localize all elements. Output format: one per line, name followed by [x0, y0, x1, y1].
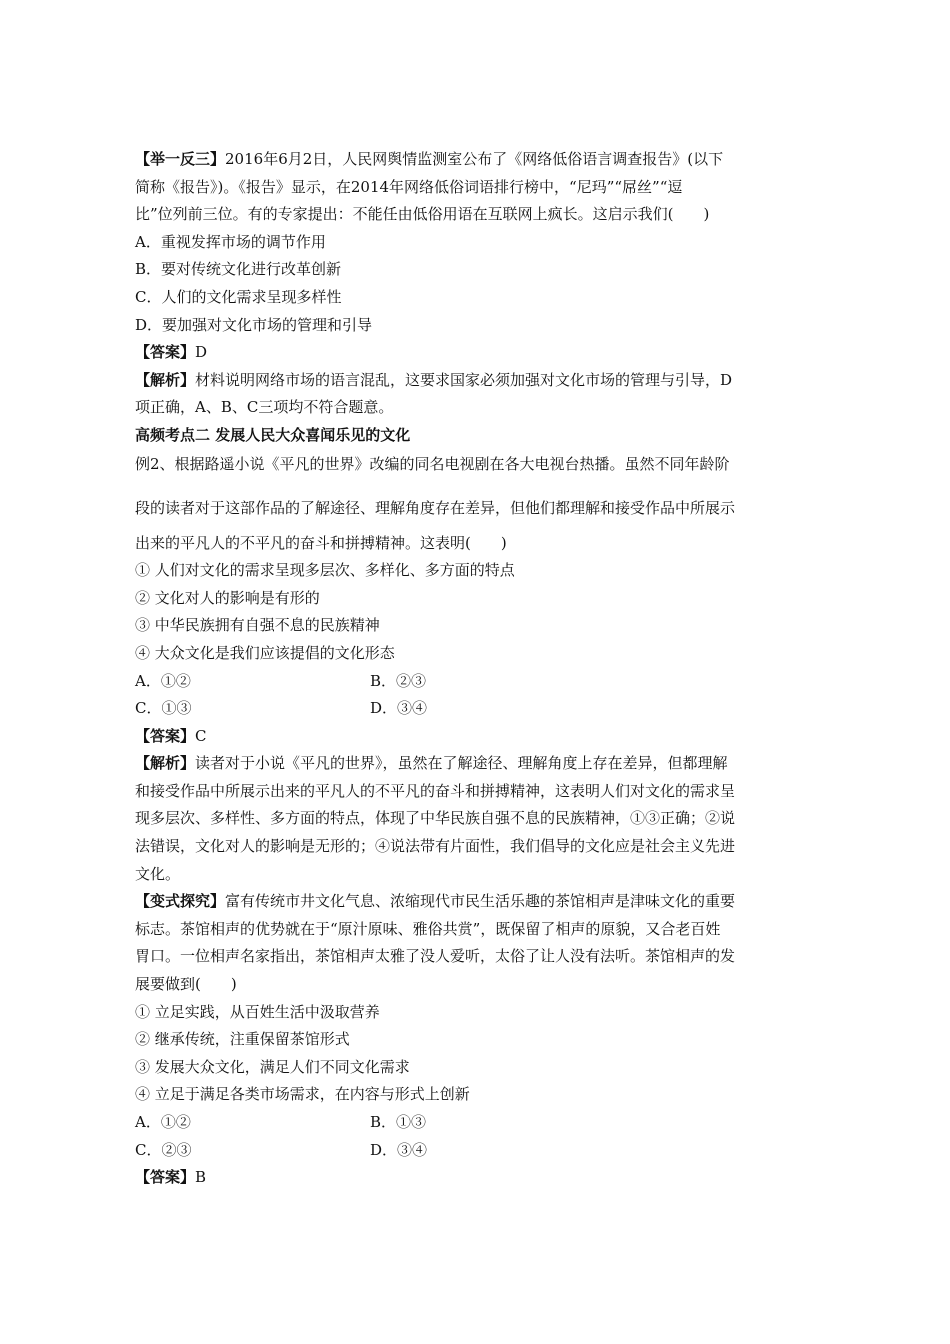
ex2-statement-3: ③ 中华民族拥有自强不息的民族精神 — [135, 616, 380, 635]
q3-line-1 — [135, 888, 815, 916]
ex2-statement-2: ② 文化对人的影响是有形的 — [135, 588, 320, 607]
q3-answer-value: B — [195, 1168, 207, 1187]
q3-options-row-1 — [135, 1109, 815, 1137]
q3-line-4: 展要做到( ) — [135, 975, 237, 994]
ex2-analysis-line-2: 和接受作品中所展示出来的平凡人的不平凡的奋斗和拼搏精神，这表明人们对文化的需求呈 — [135, 781, 736, 800]
q3-option-c: C．②③ — [135, 1140, 192, 1159]
ex2-analysis-text-1: 读者对于小说《平凡的世界》，虽然在了解途径、理解角度上存在差异，但都理解 — [195, 754, 728, 773]
q1-answer — [135, 339, 815, 367]
q3-line-2: 标志。茶馆相声的优势就在于“原汁原味、雅俗共赏”，既保留了相声的原貌，又合老百姓 — [135, 919, 721, 938]
q1-tag: 【举一反三】 — [135, 150, 226, 168]
ex2-option-b: B．②③ — [370, 671, 427, 690]
ex2-analysis-tag: 【解析】 — [135, 754, 196, 773]
ex2-analysis-line-5: 文化。 — [135, 864, 181, 883]
q1-text-1: 2016年6月2日，人民网舆情监测室公布了《网络低俗语言调查报告》(以下 — [225, 150, 724, 168]
ex2-statement-1: ① 人们对文化的需求呈现多层次、多样化、多方面的特点 — [135, 561, 515, 580]
q1-option-a: A．重视发挥市场的调节作用 — [135, 232, 326, 251]
ex2-option-c: C．①③ — [135, 699, 192, 718]
q3-statement-3: ③ 发展大众文化，满足人们不同文化需求 — [135, 1057, 410, 1076]
section-title: 高频考点二 发展人民大众喜闻乐见的文化 — [135, 425, 411, 444]
q1-analysis-line-1 — [135, 367, 815, 395]
q1-analysis-text-1: 材料说明网络市场的语言混乱，这要求国家必须加强对文化市场的管理与引导，D — [195, 370, 733, 389]
q3-tag: 【变式探究】 — [135, 892, 226, 911]
ex2-answer — [135, 723, 815, 751]
q1-option-d: D．要加强对文化市场的管理和引导 — [135, 315, 373, 334]
q1-answer-tag: 【答案】 — [135, 343, 196, 362]
ex2-statement-4: ④ 大众文化是我们应该提倡的文化形态 — [135, 643, 395, 662]
q3-option-b: B．①③ — [370, 1113, 427, 1131]
ex2-analysis-line-1 — [135, 750, 815, 778]
ex2-option-a: A．①② — [135, 671, 191, 690]
q1-analysis-line-2: 项正确，A、B、C三项均不符合题意。 — [135, 398, 394, 417]
q3-options-row-2 — [135, 1137, 815, 1165]
q3-answer — [135, 1164, 815, 1192]
q3-line-3: 胃口。一位相声名家指出，茶馆相声太雅了没人爱听，太俗了让人没有法听。茶馆相声的发 — [135, 947, 736, 966]
ex2-options-row-2 — [135, 695, 815, 723]
q3-statement-4: ④ 立足于满足各类市场需求，在内容与形式上创新 — [135, 1085, 470, 1104]
q3-statement-2: ② 继承传统，注重保留茶馆形式 — [135, 1030, 350, 1049]
q3-answer-tag: 【答案】 — [135, 1168, 196, 1187]
q1-line-3: 比”位列前三位。有的专家提出：不能任由低俗用语在互联网上疯长。这启示我们( ) — [135, 205, 710, 224]
ex2-option-d: D．③④ — [370, 699, 428, 718]
q3-option-a: A．①② — [135, 1113, 191, 1131]
ex2-answer-tag: 【答案】 — [135, 726, 196, 745]
q3-text-1: 富有传统市井文化气息、浓缩现代市民生活乐趣的茶馆相声是津味文化的重要 — [225, 892, 736, 911]
ex2-options-row-1 — [135, 668, 815, 696]
ex2-line-3: 出来的平凡人的不平凡的奋斗和拼搏精神。这表明( ) — [135, 533, 507, 552]
q1-option-b: B．要对传统文化进行改革创新 — [135, 260, 342, 279]
ex2-line-2: 段的读者对于这部作品的了解途径、理解角度存在差异，但他们都理解和接受作品中所展示 — [135, 498, 736, 517]
ex2-line-1: 例2、根据路遥小说《平凡的世界》改编的同名电视剧在各大电视台热播。虽然不同年龄阶 — [135, 454, 730, 473]
q1-analysis-tag: 【解析】 — [135, 370, 196, 389]
q3-statement-1: ① 立足实践，从百姓生活中汲取营养 — [135, 1002, 380, 1021]
q1-answer-value: D — [195, 343, 208, 362]
q1-line-2: 简称《报告》)。《报告》显示，在2014年网络低俗词语排行榜中，“尼玛”“屌丝”“逗 — [135, 177, 683, 196]
q3-option-d: D．③④ — [370, 1140, 428, 1159]
q1-line-1 — [135, 146, 815, 174]
q1-option-c: C．人们的文化需求呈现多样性 — [135, 287, 342, 306]
document-page — [135, 146, 815, 1192]
ex2-answer-value: C — [195, 726, 207, 745]
ex2-analysis-line-3: 现多层次、多样性、多方面的特点，体现了中华民族自强不息的民族精神，①③正确；②说 — [135, 809, 736, 828]
ex2-analysis-line-4: 法错误，文化对人的影响是无形的；④说法带有片面性，我们倡导的文化应是社会主义先进 — [135, 837, 736, 856]
